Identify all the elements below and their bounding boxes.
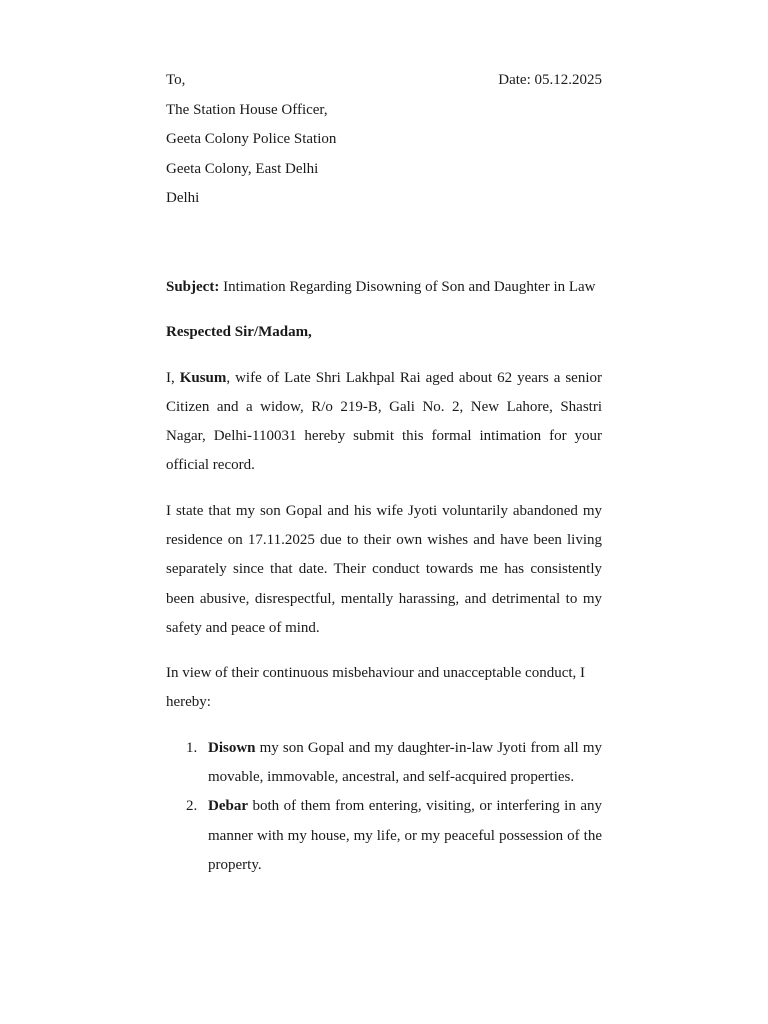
letter-date: Date: 05.12.2025 (498, 72, 602, 88)
address-line: The Station House Officer, (166, 101, 328, 118)
sender-name: Kusum (179, 369, 227, 386)
subject-line (166, 273, 602, 303)
paragraph-declaration: In view of their continuous misbehaviour and unacceptable conduct, I hereby: (166, 665, 586, 711)
declaration-list (166, 734, 602, 880)
address-line: Geeta Colony Police Station (166, 131, 337, 147)
list-item-text: my son Gopal and my daughter-in-law Jyoti from all my movable, immovable, ancestral, and self-acquired properties. (208, 739, 602, 786)
paragraph-introduction (166, 364, 602, 481)
list-item-keyword: Debar (208, 798, 248, 815)
list-item (166, 734, 602, 793)
list-item-keyword: Disown (208, 739, 256, 756)
subject-text: Intimation Regarding Disowning of Son and Daughter in Law (219, 278, 596, 295)
paragraph-statement: I state that my son Gopal and his wife Jyoti voluntarily abandoned my residence on 17.11.2025 due to their own wishes and have been living separately since that date. Their conduct towards me has consistently been abusive, disrespectful, mentally harassing, and detrimental to my safety and peace of mind. (166, 502, 602, 636)
list-number: 1. (186, 739, 198, 756)
letter-page (166, 66, 602, 880)
list-item-text: both of them from entering, visiting, or interfering in any manner with my house, my life, or my peaceful possession of the property. (208, 798, 602, 873)
salutation: Respected Sir/Madam, (166, 324, 312, 340)
letter-header-row (166, 66, 602, 96)
address-line: Geeta Colony, East Delhi (166, 160, 319, 177)
list-number: 2. (186, 798, 198, 815)
para1-text: , wife of Late Shri Lakhpal Rai aged about 62 years a senior Citizen and a widow, R/o 219-B, Gali No. 2, New Lahore, Shastri Nagar, Delhi-110031 hereby submit this formal intimation for your official record. (166, 369, 602, 474)
para1-prefix: I, (166, 369, 180, 386)
recipient-address (166, 96, 602, 214)
subject-label: Subject: (166, 278, 220, 295)
to-label: To, (166, 72, 186, 88)
list-item (166, 792, 602, 880)
address-line: Delhi (166, 190, 200, 206)
